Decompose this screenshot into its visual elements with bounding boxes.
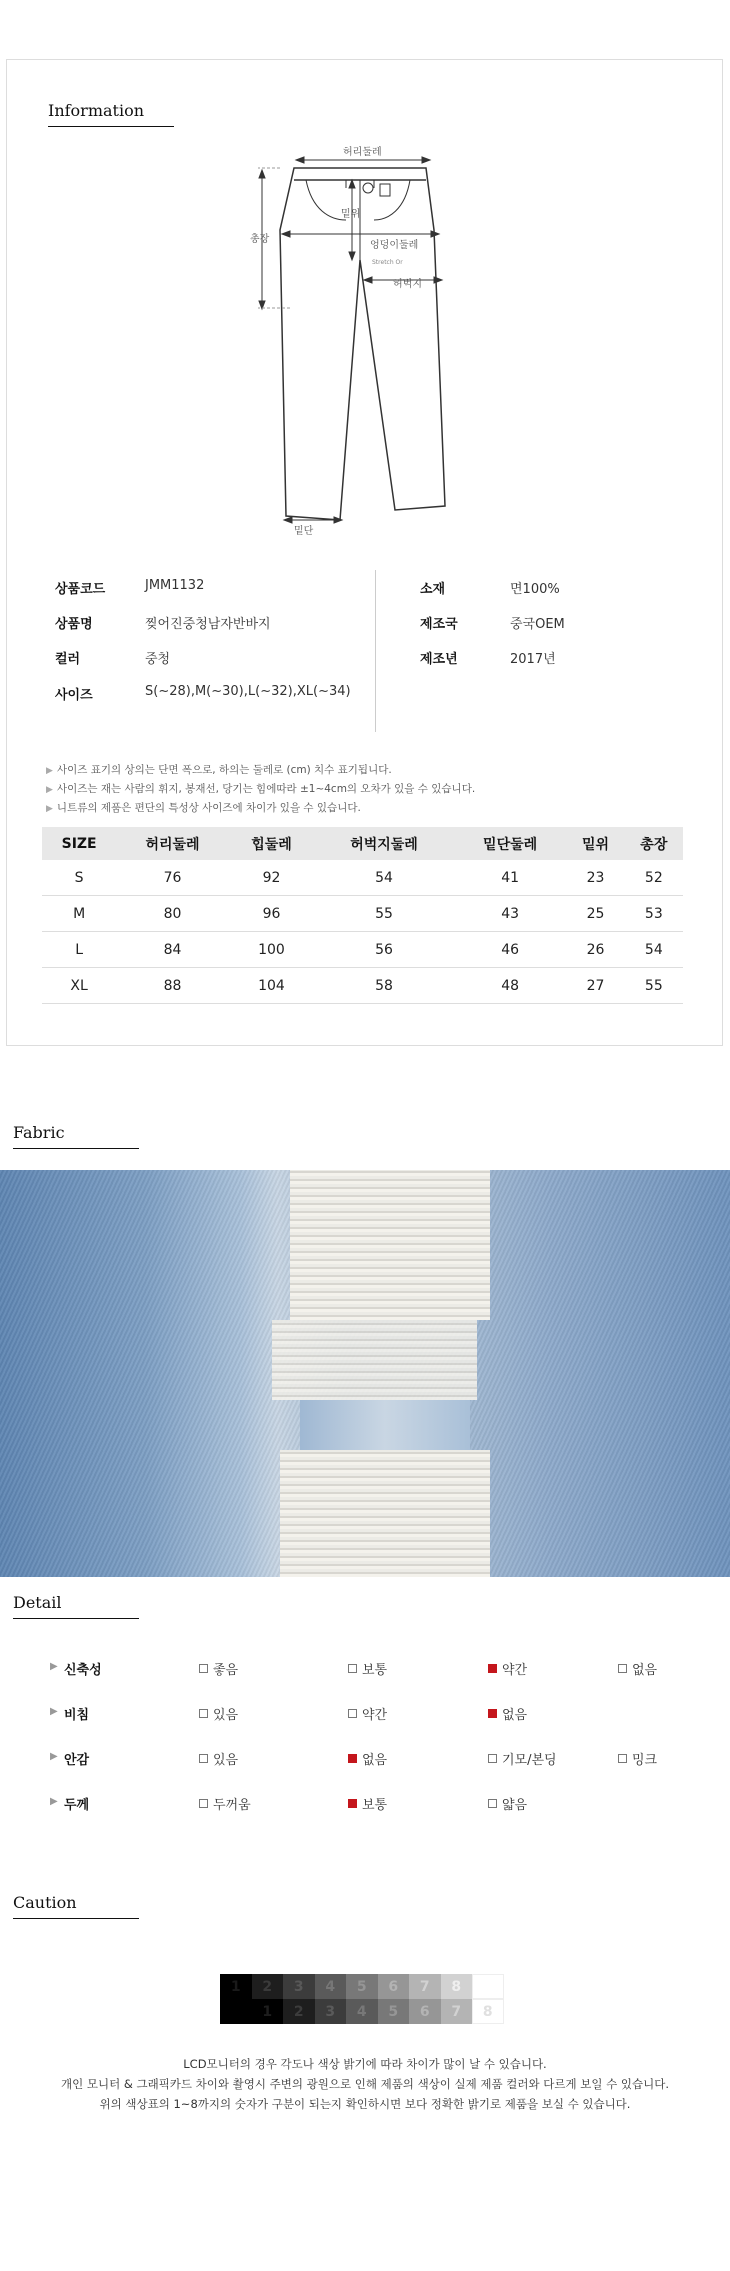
swatch: 8	[441, 1974, 473, 1999]
caution-title-underline	[13, 1918, 139, 1919]
swatch: 6	[409, 1999, 441, 2024]
spec-label: 컬러	[55, 652, 81, 667]
size-notes	[46, 761, 475, 818]
swatch: 6	[378, 1974, 410, 1999]
detail-label: 두께	[64, 1798, 90, 1813]
checkbox-icon	[199, 1799, 208, 1808]
swatch: 4	[346, 1999, 378, 2024]
swatch-row-top	[220, 1974, 506, 1999]
table-cell: 84	[116, 932, 229, 968]
detail-row-elasticity	[50, 1659, 670, 1679]
detail-option: 있음	[199, 1749, 238, 1768]
table-row	[42, 860, 683, 896]
checkbox-icon	[488, 1754, 497, 1763]
spec-value: 중국OEM	[510, 617, 565, 632]
detail-option: 두꺼움	[199, 1794, 251, 1813]
table-cell: 76	[116, 860, 229, 896]
checkbox-icon	[199, 1709, 208, 1718]
detail-row-sheerness	[50, 1704, 670, 1724]
swatch: 2	[252, 1974, 284, 1999]
diagram-label-waist: 허리둘레	[343, 147, 382, 158]
table-cell: S	[42, 860, 116, 896]
detail-label: 신축성	[64, 1663, 102, 1678]
spec-label: 소재	[420, 582, 446, 597]
caution-line: 개인 모니터 & 그래픽카드 차이와 촬영시 주변의 광원으로 인해 제품의 색상이 실제 제품 컬러와 다르게 보일 수 있습니다.	[61, 2077, 669, 2091]
spec-label: 상품코드	[55, 582, 106, 597]
header-size: SIZE	[42, 827, 116, 860]
checkbox-icon	[618, 1664, 627, 1673]
detail-option-selected: 보통	[348, 1794, 387, 1813]
caution-line: LCD모니터의 경우 각도나 색상 밝기에 따라 차이가 많이 날 수 있습니다.	[183, 2057, 547, 2071]
header-hem: 밑단둘레	[454, 827, 567, 860]
detail-row-lining	[50, 1749, 670, 1769]
table-cell: 92	[229, 860, 314, 896]
swatch: 3	[315, 1999, 347, 2024]
detail-label: 비침	[64, 1708, 90, 1723]
fabric-rip	[272, 1320, 477, 1400]
header-hip: 힙둘레	[229, 827, 314, 860]
table-cell: 96	[229, 896, 314, 932]
specs-divider	[375, 570, 376, 732]
detail-option-selected: 약간	[488, 1659, 527, 1678]
swatch-blank	[472, 1974, 504, 1999]
detail-option: 약간	[348, 1704, 387, 1723]
detail-option: 보통	[348, 1659, 387, 1678]
swatch: 3	[283, 1974, 315, 1999]
table-cell: 54	[314, 860, 454, 896]
table-cell: 41	[454, 860, 567, 896]
table-cell: M	[42, 896, 116, 932]
diagram-label-thigh: 허벅지	[393, 279, 422, 290]
table-cell: 80	[116, 896, 229, 932]
table-cell: 26	[566, 932, 624, 968]
table-cell: 23	[566, 860, 624, 896]
header-waist: 허리둘레	[116, 827, 229, 860]
pants-diagram	[240, 140, 490, 540]
checkbox-icon	[488, 1799, 497, 1808]
checkbox-icon	[348, 1709, 357, 1718]
table-cell: 53	[625, 896, 683, 932]
checkbox-checked-icon	[348, 1754, 357, 1763]
fabric-photo	[0, 1170, 730, 1577]
spec-value: 면100%	[510, 582, 560, 597]
diagram-label-hem: 밑단	[294, 526, 314, 537]
table-cell: 100	[229, 932, 314, 968]
table-cell: 88	[116, 968, 229, 1004]
table-cell: 25	[566, 896, 624, 932]
bullet-triangle-icon: ▶	[50, 1661, 58, 1672]
swatch: 4	[315, 1974, 347, 1999]
table-cell: 55	[625, 968, 683, 1004]
spec-label: 제조년	[420, 652, 458, 667]
checkbox-checked-icon	[488, 1709, 497, 1718]
table-cell: 27	[566, 968, 624, 1004]
information-title-underline	[48, 126, 174, 127]
information-title: Information	[48, 101, 145, 120]
note-line: ▶ 니트류의 제품은 편단의 특성상 사이즈에 차이가 있을 수 있습니다.	[46, 802, 361, 814]
diagram-label-rise: 밑위	[341, 209, 361, 220]
detail-option: 밍크	[618, 1749, 657, 1768]
caution-title: Caution	[13, 1893, 77, 1912]
table-cell: 48	[454, 968, 567, 1004]
table-cell: 58	[314, 968, 454, 1004]
table-cell: L	[42, 932, 116, 968]
caution-line: 위의 색상표의 1~8까지의 숫자가 구분이 되는지 확인하시면 보다 정확한 밝기로 제품을 보실 수 있습니다.	[99, 2097, 631, 2111]
header-length: 총장	[625, 827, 683, 860]
checkbox-icon	[199, 1664, 208, 1673]
bullet-triangle-icon: ▶	[50, 1796, 58, 1807]
swatch: 1	[252, 1999, 284, 2024]
fabric-denim-strip	[300, 1400, 470, 1450]
spec-label: 상품명	[55, 617, 93, 632]
swatch: 7	[409, 1974, 441, 1999]
swatch-blank	[220, 1999, 252, 2024]
fabric-title-underline	[13, 1148, 139, 1149]
swatch: 5	[378, 1999, 410, 2024]
checkbox-icon	[199, 1754, 208, 1763]
size-table-header	[42, 827, 683, 860]
spec-value: JMM1132	[145, 578, 205, 593]
swatch-row-bottom	[220, 1999, 506, 2024]
brightness-swatch-chart	[220, 1974, 506, 2024]
checkbox-icon	[618, 1754, 627, 1763]
table-row	[42, 896, 683, 932]
diagram-label-stretch: Stretch Or	[372, 259, 403, 266]
swatch: 5	[346, 1974, 378, 1999]
table-cell: 46	[454, 932, 567, 968]
table-cell: 52	[625, 860, 683, 896]
spec-value: 찢어진중청남자반바지	[145, 617, 271, 632]
header-thigh: 허벅지둘레	[314, 827, 454, 860]
spec-value: 중청	[145, 652, 171, 667]
detail-option: 좋음	[199, 1659, 238, 1678]
bullet-triangle-icon: ▶	[50, 1751, 58, 1762]
swatch: 1	[220, 1974, 252, 1999]
spec-value: S(~28),M(~30),L(~32),XL(~34)	[145, 684, 351, 699]
spec-label: 제조국	[420, 617, 458, 632]
detail-title-underline	[13, 1618, 139, 1619]
size-table	[42, 827, 683, 1004]
bullet-triangle-icon: ▶	[46, 804, 53, 814]
table-row	[42, 932, 683, 968]
swatch: 7	[441, 1999, 473, 2024]
bullet-triangle-icon: ▶	[50, 1706, 58, 1717]
header-rise: 밑위	[566, 827, 624, 860]
detail-option-selected: 없음	[348, 1749, 387, 1768]
fabric-rip	[280, 1450, 490, 1577]
detail-option: 얇음	[488, 1794, 527, 1813]
spec-label: 사이즈	[55, 688, 93, 703]
table-cell: 104	[229, 968, 314, 1004]
diagram-label-total: 총장	[250, 234, 270, 245]
table-row	[42, 968, 683, 1004]
table-cell: XL	[42, 968, 116, 1004]
fabric-title: Fabric	[13, 1123, 65, 1142]
note-line: ▶ 사이즈 표기의 상의는 단면 폭으로, 하의는 둘레로 (cm) 치수 표기됩니다.	[46, 764, 392, 776]
fabric-rip	[290, 1170, 490, 1320]
note-line: ▶ 사이즈는 재는 사람의 휘지, 봉재선, 당기는 힘에따라 ±1~4cm의 오차가 있을 수 있습니다.	[46, 783, 476, 795]
swatch: 2	[283, 1999, 315, 2024]
detail-option-selected: 없음	[488, 1704, 527, 1723]
detail-title: Detail	[13, 1593, 62, 1612]
swatch: 8	[472, 1999, 504, 2024]
checkbox-checked-icon	[488, 1664, 497, 1673]
spec-value: 2017년	[510, 652, 556, 667]
detail-row-thickness	[50, 1794, 670, 1814]
detail-label: 안감	[64, 1753, 90, 1768]
detail-option: 있음	[199, 1704, 238, 1723]
detail-option: 없음	[618, 1659, 657, 1678]
checkbox-checked-icon	[348, 1799, 357, 1808]
caution-text	[0, 2054, 730, 2114]
detail-option: 기모/본딩	[488, 1749, 557, 1768]
checkbox-icon	[348, 1664, 357, 1673]
table-cell: 43	[454, 896, 567, 932]
bullet-triangle-icon: ▶	[46, 766, 53, 776]
table-cell: 55	[314, 896, 454, 932]
bullet-triangle-icon: ▶	[46, 785, 53, 795]
table-cell: 54	[625, 932, 683, 968]
table-cell: 56	[314, 932, 454, 968]
diagram-label-hip: 엉덩이둘레	[370, 240, 419, 251]
